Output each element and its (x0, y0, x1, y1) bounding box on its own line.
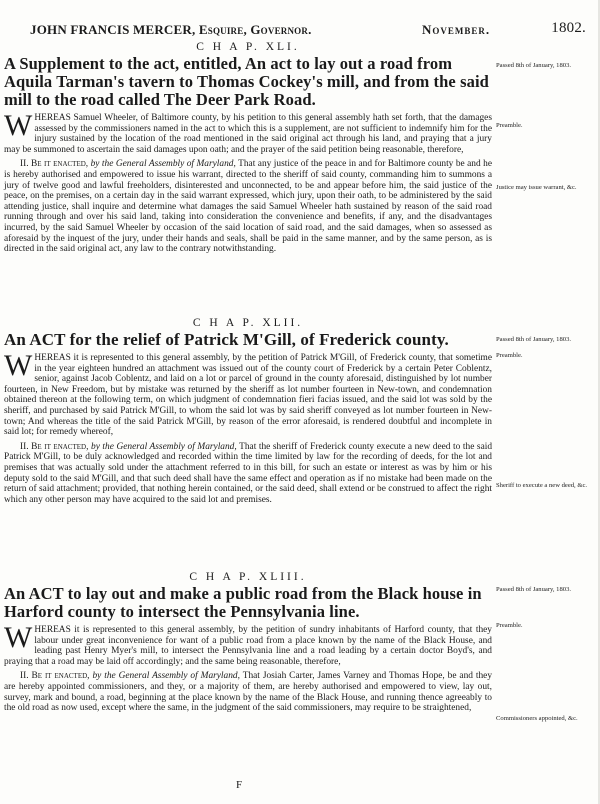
chapter-41 (4, 41, 492, 255)
chapter-title: A Supplement to the act, entitled, An act to lay out a road from Aquila Tarman's tavern to Thomas Cockey's mill, and from the said mill to the road called The Deer Park Road. (4, 54, 489, 109)
chapter-heading: C H A P. XLI. (196, 41, 300, 53)
preamble-paragraph: WHEREAS Samuel Wheeler, of Baltimore county, by his petition to this general assembly hath set forth, that the damages assessed by the commissioners named in the act to which this is a supplement, are not sufficient to indemnify him for the injury sustained by the location of the road mentioned in the said original act through his land, and praying that a jury may be summoned to ascertain the said damages upon oath; and the prayer of the said petition being reasonable, therefore, (4, 109, 492, 155)
margin-note-justice: Justice may issue warrant, &c. (496, 184, 577, 191)
margin-note-preamble: Preamble. (496, 352, 523, 359)
header-year: 1802. (551, 20, 586, 36)
enactment-paragraph: II. Be it enacted, by the General Assembly of Maryland, That the sheriff of Frederick county execute a new deed to the said Patrick M'Gill, to be duly acknowledged and recorded within the time limited by law for the recording of deeds, for the lot and premises that was actually sold under the attachment referred to in this bill, for such an estate or interest as was by him or his deputy sold to the said M'Gill, and that such deed shall have the same effect and operation as if no mistake had been made on the return of said attachment; provided, that nothing herein contained, or the said deed, shall extend or be construed to affect the right which any other person may have acquired to the said lot and premises. (4, 441, 493, 505)
margin-note-commissioners: Commissioners appointed, &c. (496, 715, 578, 722)
chapter-title: An ACT to lay out and make a public road from the Black house in Harford county to intersect the Pennsylvania line. (4, 584, 482, 621)
chapter-42 (4, 317, 492, 505)
chapter-heading: C H A P. XLII. (192, 317, 304, 329)
margin-note-preamble: Preamble. (496, 622, 523, 629)
chapter-title: An ACT for the relief of Patrick M'Gill, of Frederick county. (4, 330, 449, 349)
margin-note-passed: Passed 8th of January, 1803. (496, 586, 572, 593)
margin-note-preamble: Preamble. (496, 122, 523, 129)
signature-mark: F (236, 779, 243, 791)
margin-note-sheriff: Sheriff to execute a new deed, &c. (496, 482, 588, 489)
preamble-paragraph: WHEREAS it is represented to this general assembly, by the petition of Patrick M'Gill, of Frederick county, that sometime in the year eighteen hundred an attachment was issued out of the county court of Frederick by a certain Peter Coblentz, senior, against Jacob Coblentz, and laid on a lot or parcel of ground in the county aforesaid, distinguished by lot number fourteen, in New Freedom, but by mistake was returned by the sheriff as lot number fourteen in New-town, and condemnation obtained thereon at the following term, on which judgment of condemnation fieri facias issued, and the said lot was sold by the sheriff, and purchased by said Patrick M'Gill, to whom the said lot was by said sheriff conveyed as lot number fourteen in New-town; And whereas the title of the said Patrick M'Gill, by reason of the error aforesaid, is rendered doubtful and incomplete in said lot; for remedy whereof, (4, 349, 492, 438)
margin-note-passed: Passed 8th of January, 1803. (496, 336, 572, 343)
preamble-paragraph: WHEREAS it is represented to this general assembly, by the petition of sundry inhabitants of Harford county, that they labour under great inconvenience for want of a public road from a place known by the name of the Black House, and leading past Henry Myer's mill, to intersect the Pennsylvania line and a road leading by a certain doctor Boyd's, and praying that a road may be laid off accordingly; and the same being reasonable, therefore, (4, 621, 492, 667)
margin-note-passed: Passed 8th of January, 1803. (496, 62, 572, 69)
enactment-paragraph: II. Be it enacted, by the General Assembly of Maryland, That any justice of the peace in and for Baltimore county be and he is hereby authorised and empowered to issue his warrant, directed to the sheriff of said county, commanding him to summons a jury of twelve good and lawful freeholders, disinterested and unconnected, to be and appear before him, the said justice of the peace, on the premises, on a certain day in the said warrant expressed, which jury, upon their oath, to be administered by the said attending justice, shall inquire and determine what damages the said Samuel Wheeler hath sustained by reason of the said road running through and over his said land, taking into consideration the convenience and benefits, if any, and the disadvantages incurred, by the said Samuel Wheeler by occasion of the said location of said road, and the said damages, when so assessed as aforesaid by the inquest of the jury, under their hands and seals, shall be paid in the same manner, and by the same person, as is directed in the said original act, any law to the contrary notwithstanding. (4, 159, 492, 255)
header-month: November. (422, 22, 491, 37)
chapter-43 (4, 571, 492, 714)
running-header (30, 22, 586, 38)
chapter-heading: C H A P. XLIII. (189, 571, 307, 583)
header-governor: JOHN FRANCIS MERCER, Esquire, Governor. (30, 22, 312, 37)
enactment-paragraph: II. Be it enacted, by the General Assembly of Maryland, That Josiah Carter, James Varney and Thomas Hope, be and they are hereby appointed commissioners, and they, or a majority of them, are hereby authorised and empowered to view, lay out, survey, mark and bound, a road, beginning at the place known by the name of the Black House, and running thence agreeably to the old road as now used, except where the same, in the judgment of the said commissioners, may require to be straightened, (4, 671, 493, 714)
